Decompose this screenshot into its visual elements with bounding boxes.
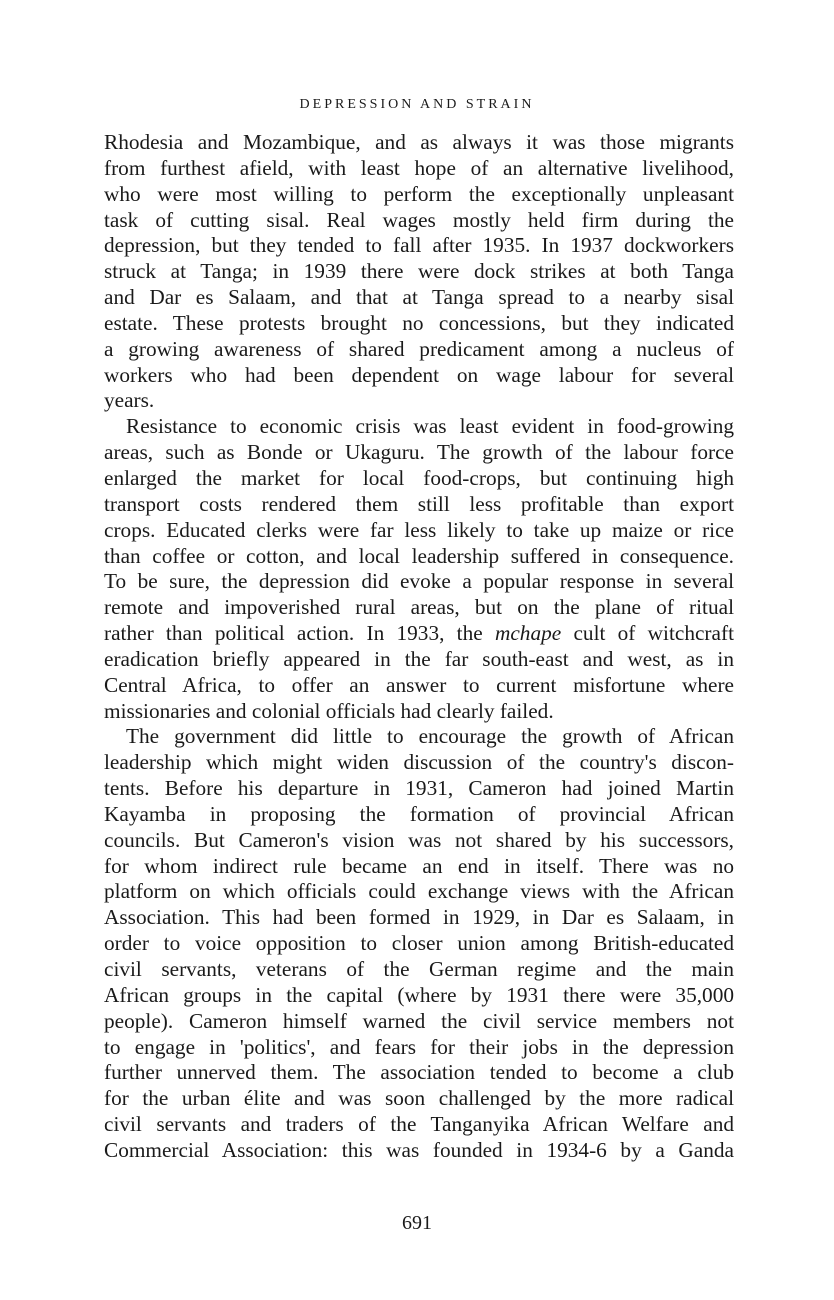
text-line: rather than political action. In 1933, the mchape cult of witchcraft (104, 621, 734, 646)
page-number: 691 (402, 1212, 432, 1234)
text-line: a growing awareness of shared predicament among a nucleus of (104, 336, 734, 361)
text-line: civil servants, veterans of the German regime and the main (104, 957, 734, 981)
text-line: African groups in the capital (where by 1931 there were 35,000 (104, 982, 734, 1007)
text-line: Commercial Association: this was founded in 1934-6 by a Ganda (104, 1137, 734, 1162)
text-line: crops. Educated clerks were far less likely to take up maize or rice (104, 517, 734, 542)
text-line: areas, such as Bonde or Ukaguru. The growth of the labour force (104, 440, 734, 465)
text-line: depression, but they tended to fall after 1935. In 1937 dockworkers (104, 233, 734, 258)
text-line: task of cutting sisal. Real wages mostly held firm during the (104, 207, 734, 232)
text-line: workers who had been dependent on wage labour for several (104, 362, 734, 387)
text-line: Association. This had been formed in 1929, in Dar es Salaam, in (104, 905, 734, 930)
text-line: enlarged the market for local food-crops, but continuing high (104, 465, 734, 490)
text-line: than coffee or cotton, and local leadership suffered in consequence. (104, 543, 734, 568)
text-line: Central Africa, to offer an answer to current misfortune where (104, 672, 734, 697)
text-line: from furthest afield, with least hope of an alternative livelihood, (104, 155, 734, 180)
text-line: tents. Before his departure in 1931, Cameron had joined Martin (104, 776, 734, 801)
text-line: to engage in 'politics', and fears for their jobs in the depression (104, 1034, 734, 1059)
text-line: struck at Tanga; in 1939 there were dock strikes at both Tanga (104, 259, 734, 284)
text-line: missionaries and colonial officials had clearly failed. (104, 698, 554, 723)
text-line: To be sure, the depression did evoke a popular response in several (104, 569, 734, 594)
body-text (104, 130, 734, 1164)
text-line: and Dar es Salaam, and that at Tanga spread to a nearby sisal (104, 285, 734, 310)
text-line: order to voice opposition to closer union among British-educated (104, 931, 734, 956)
text-line: for the urban élite and was soon challenged by the more radical (104, 1086, 734, 1111)
text-line: civil servants and traders of the Tanganyika African Welfare and (104, 1112, 734, 1137)
text-line: Rhodesia and Mozambique, and as always it was those migrants (104, 130, 734, 154)
text-line: platform on which officials could exchange views with the African (104, 879, 734, 904)
italic-term: mchape (494, 621, 562, 646)
text-line: people). Cameron himself warned the civil service members not (104, 1008, 734, 1033)
text-line: councils. But Cameron's vision was not shared by his successors, (104, 827, 734, 852)
text-line: remote and impoverished rural areas, but on the plane of ritual (104, 595, 734, 620)
text-line: further unnerved them. The association tended to become a club (104, 1060, 734, 1085)
text-line: years. (104, 388, 155, 413)
text-line: for whom indirect rule became an end in itself. There was no (104, 853, 734, 878)
text-line: eradication briefly appeared in the far south-east and west, as in (104, 646, 734, 671)
text-line: estate. These protests brought no concessions, but they indicated (104, 310, 734, 335)
paragraph-first-line: Resistance to economic crisis was least evident in food-growing (126, 414, 734, 439)
text-line: Kayamba in proposing the formation of provincial African (104, 801, 734, 826)
text-line: who were most willing to perform the exceptionally unpleasant (104, 181, 734, 206)
text-line: leadership which might widen discussion of the country's discon- (104, 750, 734, 775)
text-line: transport costs rendered them still less profitable than export (104, 491, 734, 516)
running-head: DEPRESSION AND STRAIN (299, 97, 535, 112)
paragraph-first-line: The government did little to encourage the growth of African (126, 724, 734, 749)
